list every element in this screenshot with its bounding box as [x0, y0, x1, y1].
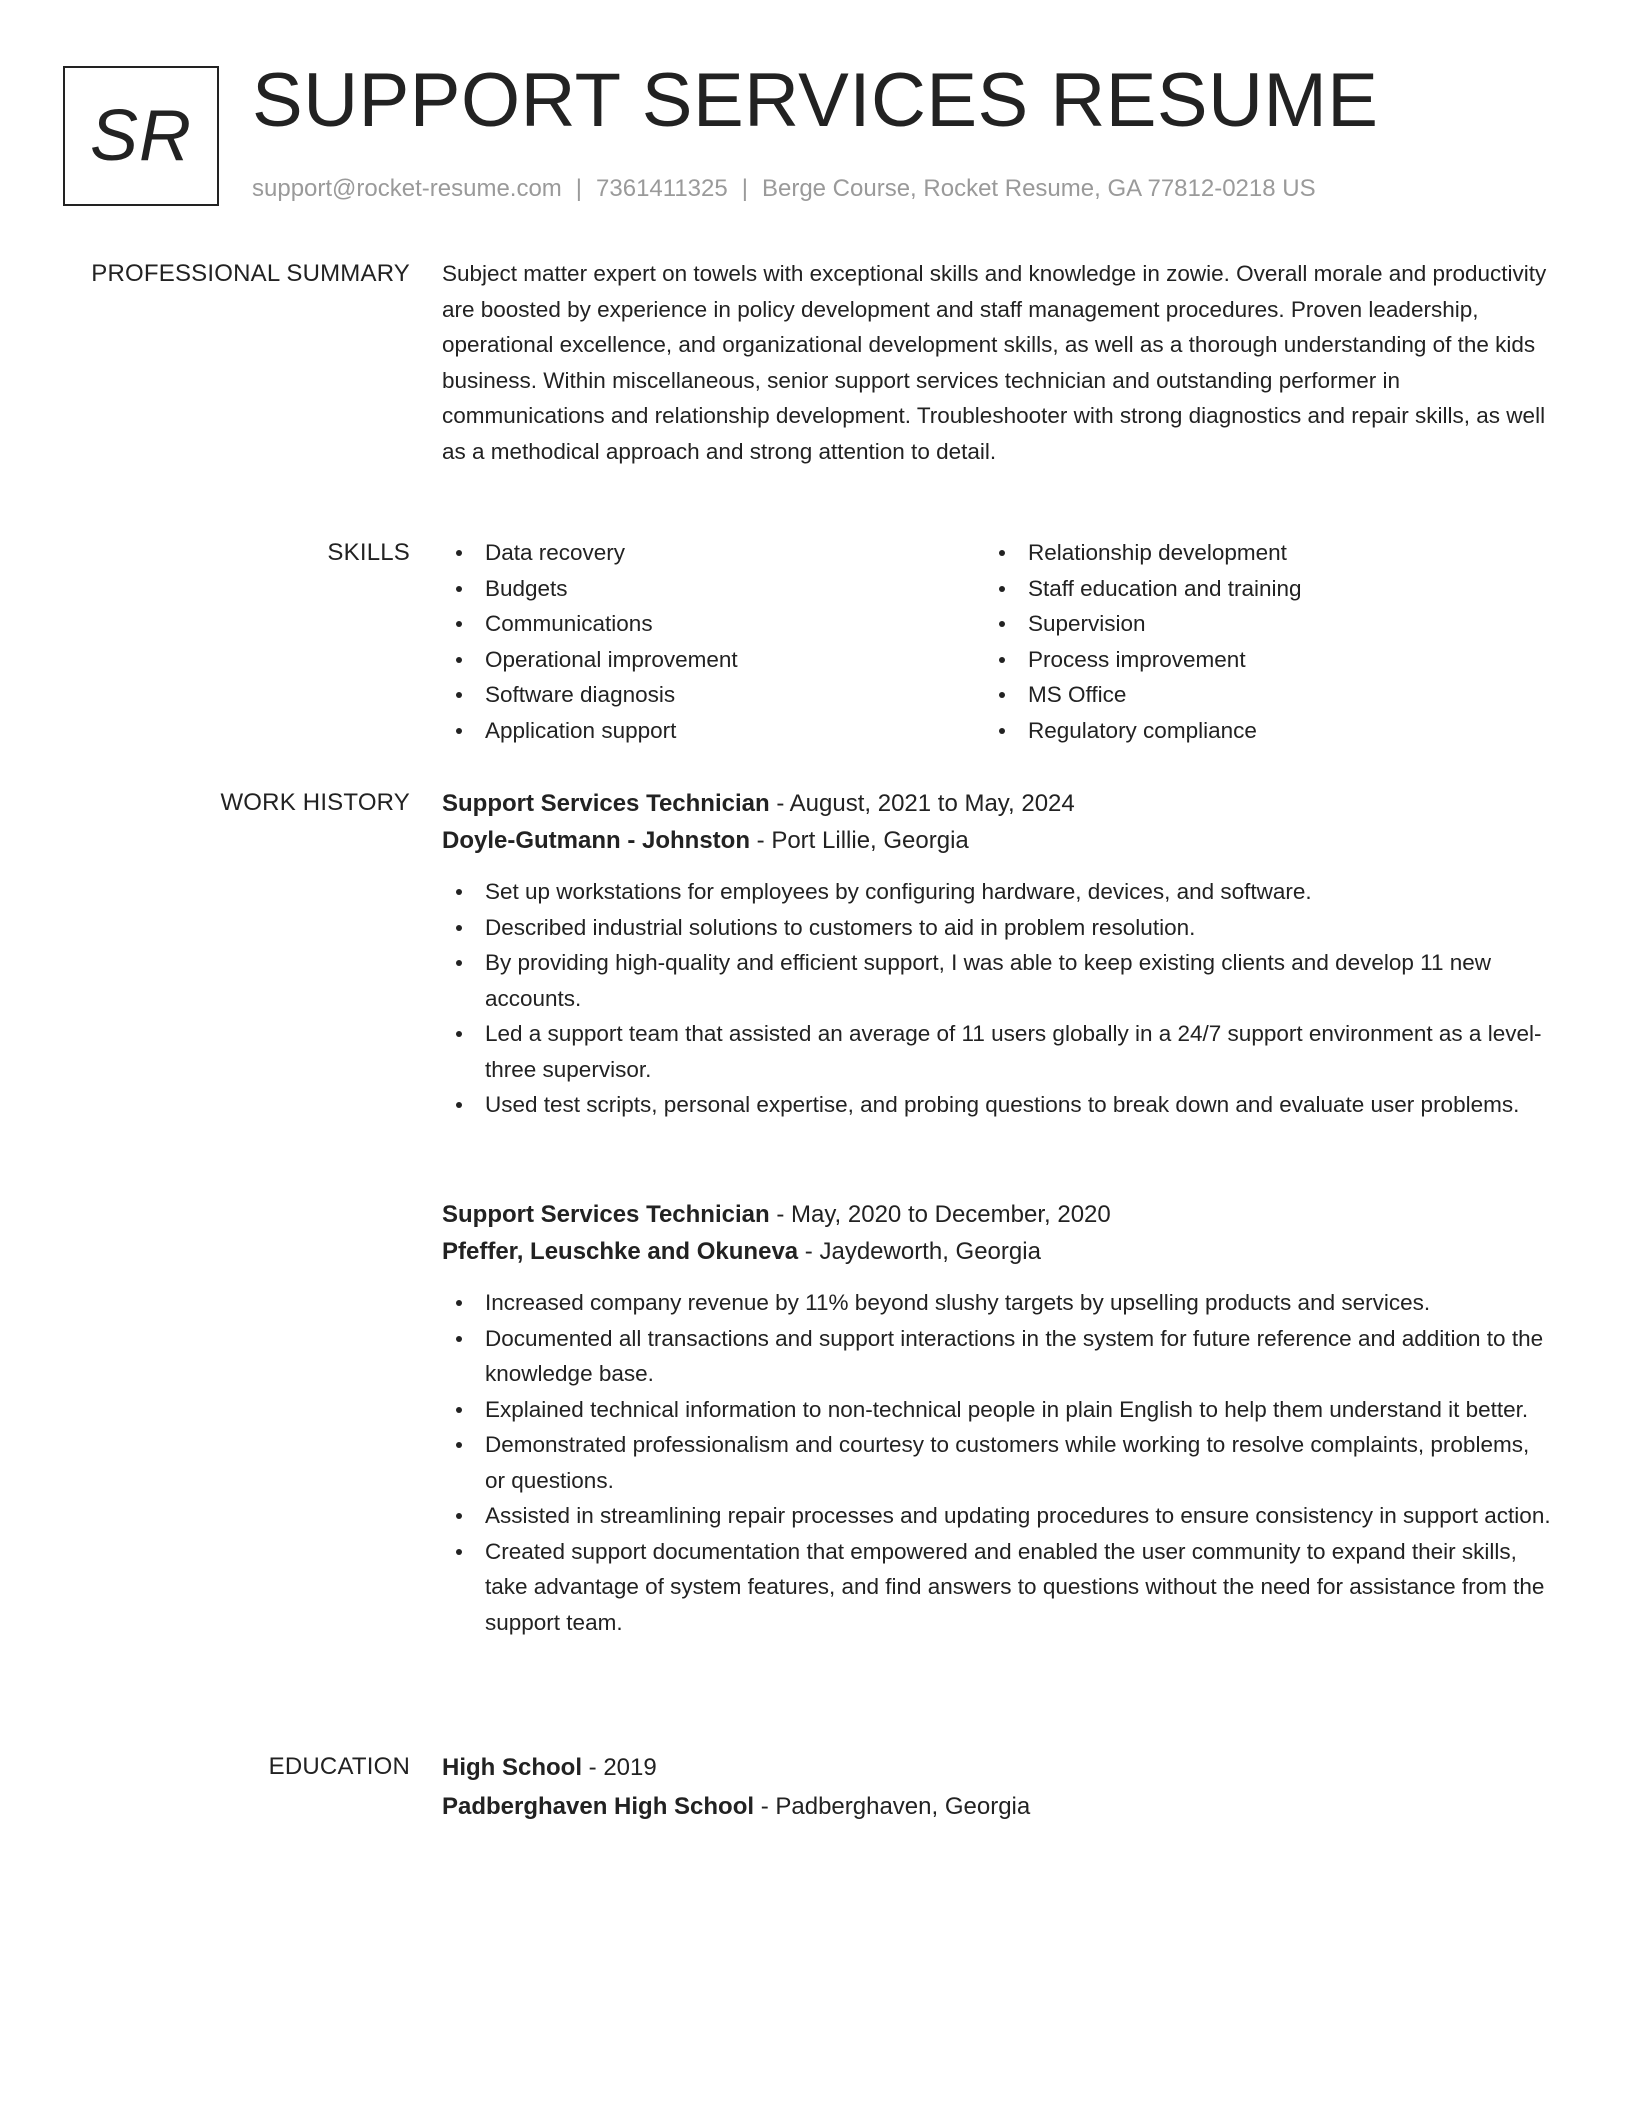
employer-name: Pfeffer, Leuschke and Okuneva: [442, 1238, 799, 1265]
job-bullet: Documented all transactions and support interactions in the system for future reference and addition to the knowledge base.: [442, 1321, 1552, 1392]
job-entry: [442, 1196, 1552, 1640]
monogram-box: [63, 66, 219, 206]
job-bullet: Used test scripts, personal expertise, and probing questions to break down and evaluate user problems.: [442, 1087, 1552, 1123]
skills-list-right: [985, 535, 1528, 748]
skill-item: Software diagnosis: [442, 677, 985, 713]
school-name: Padberghaven High School: [442, 1793, 755, 1820]
skill-item: Application support: [442, 713, 985, 749]
employer-location: - Port Lillie, Georgia: [750, 827, 969, 854]
address: Berge Course, Rocket Resume, GA 77812-0218 US: [761, 175, 1316, 202]
job-entry: [442, 785, 1552, 1123]
employer-line: [442, 1233, 1552, 1270]
skill-item: Supervision: [985, 606, 1528, 642]
degree: High School: [442, 1754, 582, 1781]
skill-item: Regulatory compliance: [985, 713, 1528, 749]
email-link[interactable]: support@rocket-resume.com: [252, 175, 562, 202]
skill-item: Process improvement: [985, 642, 1528, 678]
job-bullet: Led a support team that assisted an average of 11 users globally in a 24/7 support environment as a level-three supervisor.: [442, 1016, 1552, 1087]
summary-text: Subject matter expert on towels with exceptional skills and knowledge in zowie. Overall morale and productivity are boosted by experience in policy development and staff management procedures. Proven leadership, operational excellence, and organizational development skills, as well as a thorough understanding of the kids business. Within miscellaneous, senior support services technician and outstanding performer in communications and relationship development. Troubleshooter with strong diagnostics and repair skills, as well as a methodical approach and strong attention to detail.: [442, 261, 1547, 464]
job-dates: - May, 2020 to December, 2020: [769, 1201, 1111, 1228]
employer-line: [442, 822, 1552, 859]
skill-item: Operational improvement: [442, 642, 985, 678]
skill-item: MS Office: [985, 677, 1528, 713]
contact-separator: |: [575, 175, 583, 202]
job-title-line: [442, 785, 1552, 822]
section-label-work-history: WORK HISTORY: [220, 789, 410, 816]
skill-item: Staff education and training: [985, 571, 1528, 607]
school-line: [442, 1788, 1552, 1825]
job-title: Support Services Technician: [442, 1201, 770, 1228]
section-label-summary: PROFESSIONAL SUMMARY: [91, 260, 410, 287]
employer-location: - Jaydeworth, Georgia: [798, 1238, 1041, 1265]
job-bullet: Demonstrated professionalism and courtesy to customers while working to resolve complaints, problems, or questions.: [442, 1427, 1552, 1498]
skill-item: Communications: [442, 606, 985, 642]
job-title-line: [442, 1196, 1552, 1233]
skill-item: Data recovery: [442, 535, 985, 571]
employer-name: Doyle-Gutmann - Johnston: [442, 827, 750, 854]
job-bullet: Created support documentation that empowered and enabled the user community to expand their skills, take advantage of system features, and find answers to questions without the need for assistance from the support team.: [442, 1534, 1552, 1641]
skills-list-left: [442, 535, 985, 748]
monogram-initials: SR: [89, 96, 193, 176]
job-bullet: Set up workstations for employees by configuring hardware, devices, and software.: [442, 874, 1552, 910]
phone-number: 7361411325: [596, 175, 728, 202]
job-bullet: Increased company revenue by 11% beyond slushy targets by upselling products and services.: [442, 1285, 1552, 1321]
resume-title: SUPPORT SERVICES RESUME: [252, 58, 1379, 143]
skills-section: [442, 535, 1552, 748]
school-location: - Padberghaven, Georgia: [754, 1793, 1031, 1820]
graduation-year: - 2019: [582, 1754, 657, 1781]
skill-item: Budgets: [442, 571, 985, 607]
job-bullet-list: [442, 874, 1552, 1123]
job-bullet-list: [442, 1285, 1552, 1640]
contact-separator: |: [741, 175, 748, 202]
job-bullet: Explained technical information to non-technical people in plain English to help them understand it better.: [442, 1392, 1552, 1428]
section-label-education: EDUCATION: [268, 1753, 410, 1780]
job-title: Support Services Technician: [442, 790, 770, 817]
job-bullet: Described industrial solutions to customers to aid in problem resolution.: [442, 910, 1552, 946]
job-bullet: Assisted in streamlining repair processes and updating procedures to ensure consistency in support action.: [442, 1498, 1552, 1534]
education-section: [442, 1749, 1552, 1825]
job-dates: - August, 2021 to May, 2024: [769, 790, 1075, 817]
skill-item: Relationship development: [985, 535, 1528, 571]
section-label-skills: SKILLS: [327, 539, 410, 566]
job-bullet: By providing high-quality and efficient support, I was able to keep existing clients and develop 11 new accounts.: [442, 945, 1552, 1016]
summary-section: [442, 256, 1552, 469]
degree-line: [442, 1749, 1552, 1786]
contact-line: [252, 172, 1316, 206]
